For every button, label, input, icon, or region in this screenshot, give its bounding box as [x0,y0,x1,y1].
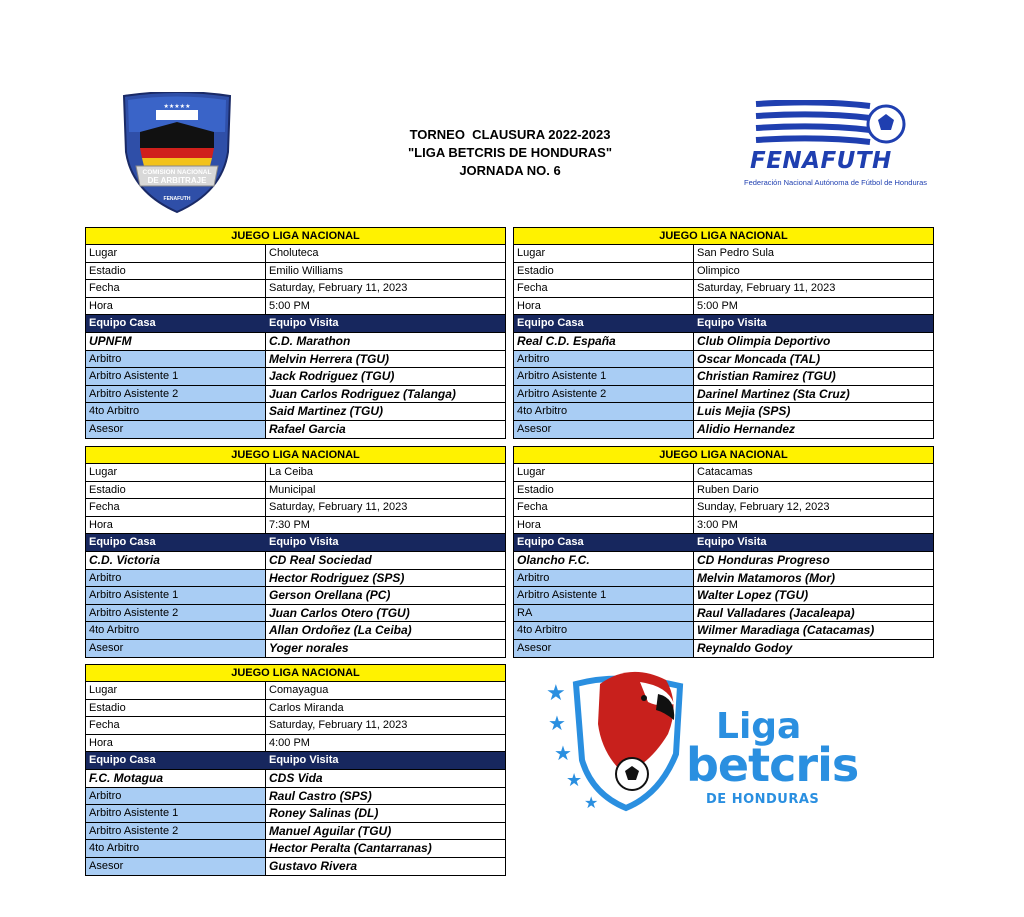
page-title [360,126,660,180]
row-value: Juan Carlos Rodriguez (Talanga) [269,386,456,401]
row-label: 4to Arbitro [86,403,266,420]
row-value: Reynaldo Godoy [697,640,793,655]
row-value: Manuel Aguilar (TGU) [269,823,392,838]
row-label: Lugar [514,245,694,262]
row-label: Real C.D. España [514,333,694,350]
time-row [86,735,505,753]
date-row [86,717,505,735]
teams-row [514,552,933,570]
row-label: Asesor [86,421,266,438]
row-value: Christian Ramirez (TGU) [697,369,836,384]
row-label: Fecha [514,499,694,516]
fourth-official-row [86,622,505,640]
row-label: Lugar [86,464,266,481]
row-label: Arbitro [86,351,266,368]
row-label: Arbitro Asistente 2 [514,386,694,403]
row-value: Comayagua [266,682,505,699]
row-label: Arbitro Asistente 1 [86,368,266,385]
teams-header-row [514,315,933,333]
row-label: F.C. Motagua [86,770,266,787]
fenafuth-wordmark: FENAFUTH [750,148,892,174]
row-value: CD Real Sociedad [269,552,372,567]
row-value: Choluteca [266,245,505,262]
row-label: Arbitro [86,788,266,805]
cna-logo [118,92,236,214]
assistant1-row [86,368,505,386]
assessor-row [86,640,505,657]
row-label: Equipo Casa [86,534,266,551]
row-value: Equipo Visita [269,754,339,767]
liga-wordmark: Liga [716,706,802,747]
row-label: Asesor [86,640,266,657]
venue-row [514,464,933,482]
row-label: Estadio [514,263,694,280]
time-row [86,517,505,535]
star-icon: ★ [554,743,572,765]
row-value: Equipo Visita [697,317,767,330]
teams-header-row [86,534,505,552]
row-value: CD Honduras Progreso [697,552,830,567]
row-value: Catacamas [694,464,933,481]
row-label: 4to Arbitro [514,403,694,420]
row-value: Raul Valladares (Jacaleapa) [697,605,855,620]
row-label: Estadio [86,700,266,717]
cna-text2: DE ARBITRAJE [147,176,207,185]
row-label: Arbitro Asistente 1 [514,368,694,385]
match-title: JUEGO LIGA NACIONAL [514,447,933,464]
venue-row [86,682,505,700]
row-value: Municipal [266,482,505,499]
time-row [86,298,505,316]
row-value: Melvin Herrera (TGU) [269,351,390,366]
row-value: Olimpico [694,263,933,280]
date-row [86,499,505,517]
match-table-5 [85,664,506,876]
row-label: Equipo Casa [86,752,266,769]
assessor-row [514,640,933,657]
row-value: C.D. Marathon [269,333,351,348]
row-value: Saturday, February 11, 2023 [694,280,933,297]
row-label: Hora [86,298,266,315]
row-label: RA [514,605,694,622]
match-title: JUEGO LIGA NACIONAL [86,665,505,682]
referee-row [514,570,933,588]
row-label: Lugar [86,682,266,699]
row-value: Sunday, February 12, 2023 [694,499,933,516]
teams-row [86,333,505,351]
row-label: UPNFM [86,333,266,350]
teams-row [86,770,505,788]
match-table-3 [85,446,506,658]
row-label: Hora [514,517,694,534]
row-value: Emilio Williams [266,263,505,280]
row-value: 4:00 PM [266,735,505,752]
row-value: Yoger norales [269,640,349,655]
row-value: Saturday, February 11, 2023 [266,280,505,297]
stadium-row [86,482,505,500]
row-value: 5:00 PM [266,298,505,315]
row-label: Estadio [86,263,266,280]
row-label: Equipo Casa [86,315,266,332]
row-value: CDS Vida [269,770,323,785]
assistant1-row [86,587,505,605]
row-value: Carlos Miranda [266,700,505,717]
referee-row [86,570,505,588]
row-label: Lugar [514,464,694,481]
teams-header-row [514,534,933,552]
star-icon: ★ [566,770,583,790]
fourth-official-row [86,403,505,421]
teams-row [86,552,505,570]
svg-text:★★★★★: ★★★★★ [163,103,191,110]
row-value: Said Martinez (TGU) [269,404,384,419]
venue-row [514,245,933,263]
row-label: Asesor [514,421,694,438]
row-label: Arbitro Asistente 2 [86,605,266,622]
assistant1-row [514,587,933,605]
star-icon: ★ [546,680,566,705]
row-label: Arbitro Asistente 2 [86,386,266,403]
fourth-official-row [86,840,505,858]
match-title: JUEGO LIGA NACIONAL [86,228,505,245]
row-label: Asesor [514,640,694,657]
row-value: Saturday, February 11, 2023 [266,717,505,734]
row-value: Club Olimpia Deportivo [697,333,831,348]
fourth-official-row [514,622,933,640]
row-value: Allan Ordoñez (La Ceiba) [269,623,412,638]
time-row [514,298,933,316]
date-row [514,280,933,298]
row-value: Jack Rodriguez (TGU) [269,369,395,384]
row-label: Equipo Casa [514,534,694,551]
match-table-1 [85,227,506,439]
date-row [86,280,505,298]
assistant2-row [514,386,933,404]
teams-header-row [86,752,505,770]
league-title: "LIGA BETCRIS DE HONDURAS" [408,145,612,160]
round-title: JORNADA NO. 6 [459,163,561,178]
stadium-row [86,700,505,718]
referee-row [86,788,505,806]
row-value: Alidio Hernandez [697,421,796,436]
row-label: Arbitro Asistente 1 [86,587,266,604]
row-value: Juan Carlos Otero (TGU) [269,605,410,620]
venue-row [86,464,505,482]
match-title: JUEGO LIGA NACIONAL [86,447,505,464]
stadium-row [514,482,933,500]
match-table-2 [513,227,934,439]
assessor-row [86,421,505,438]
row-label: Arbitro Asistente 2 [86,823,266,840]
row-label: Fecha [86,499,266,516]
tournament-title: TORNEO CLAUSURA 2022-2023 [409,127,611,142]
assistant2-row [514,605,933,623]
row-label: Hora [86,517,266,534]
match-table-4 [513,446,934,658]
star-icon: ★ [584,795,599,812]
row-value: La Ceiba [266,464,505,481]
row-label: Fecha [86,717,266,734]
row-label: Asesor [86,858,266,875]
row-value: Equipo Visita [697,536,767,549]
row-label: Hora [514,298,694,315]
assistant1-row [514,368,933,386]
row-value: San Pedro Sula [694,245,933,262]
row-label: Olancho F.C. [514,552,694,569]
referee-row [514,351,933,369]
row-label: Equipo Casa [514,315,694,332]
row-label: Arbitro [86,570,266,587]
row-value: Hector Rodriguez (SPS) [269,570,405,585]
match-title: JUEGO LIGA NACIONAL [514,228,933,245]
cna-text3: FENAFUTH [163,196,191,202]
row-label: Arbitro Asistente 1 [514,587,694,604]
assessor-row [514,421,933,438]
row-value: Equipo Visita [269,536,339,549]
assistant1-row [86,805,505,823]
row-value: Saturday, February 11, 2023 [266,499,505,516]
row-label: 4to Arbitro [86,840,266,857]
row-value: Wilmer Maradiaga (Catacamas) [697,623,875,638]
cna-text1: COMISION NACIONAL [142,169,212,176]
fenafuth-subtitle: Federación Nacional Autónoma de Fútbol de Honduras [744,178,928,187]
stadium-row [514,263,933,281]
row-value: Equipo Visita [269,317,339,330]
de-honduras-wordmark: DE HONDURAS [706,792,820,807]
row-label: Lugar [86,245,266,262]
row-value: Raul Castro (SPS) [269,788,372,803]
row-value: Ruben Dario [694,482,933,499]
time-row [514,517,933,535]
row-value: Darinel Martinez (Sta Cruz) [697,386,850,401]
row-label: 4to Arbitro [86,622,266,639]
fourth-official-row [514,403,933,421]
row-label: Arbitro [514,351,694,368]
row-value: Hector Peralta (Cantarranas) [269,841,432,856]
teams-header-row [86,315,505,333]
assistant2-row [86,386,505,404]
row-label: C.D. Victoria [86,552,266,569]
referee-row [86,351,505,369]
assessor-row [86,858,505,875]
row-value: Walter Lopez (TGU) [697,588,809,603]
row-label: Estadio [86,482,266,499]
row-value: Melvin Matamoros (Mor) [697,570,836,585]
row-value: 3:00 PM [694,517,933,534]
assistant2-row [86,605,505,623]
assistant2-row [86,823,505,841]
row-label: Fecha [514,280,694,297]
row-label: Arbitro Asistente 1 [86,805,266,822]
row-label: Fecha [86,280,266,297]
row-label: Estadio [514,482,694,499]
row-value: Oscar Moncada (TAL) [697,351,821,366]
row-value: Roney Salinas (DL) [269,806,379,821]
row-label: Arbitro [514,570,694,587]
row-value: Gerson Orellana (PC) [269,588,391,603]
teams-row [514,333,933,351]
row-label: Hora [86,735,266,752]
venue-row [86,245,505,263]
row-value: Rafael Garcia [269,421,346,436]
row-value: 7:30 PM [266,517,505,534]
row-value: Luis Mejia (SPS) [697,404,791,419]
date-row [514,499,933,517]
row-value: Gustavo Rivera [269,858,358,873]
betcris-wordmark: betcris [686,738,859,792]
row-label: 4to Arbitro [514,622,694,639]
row-value: 5:00 PM [694,298,933,315]
stadium-row [86,263,505,281]
star-icon: ★ [548,713,566,735]
